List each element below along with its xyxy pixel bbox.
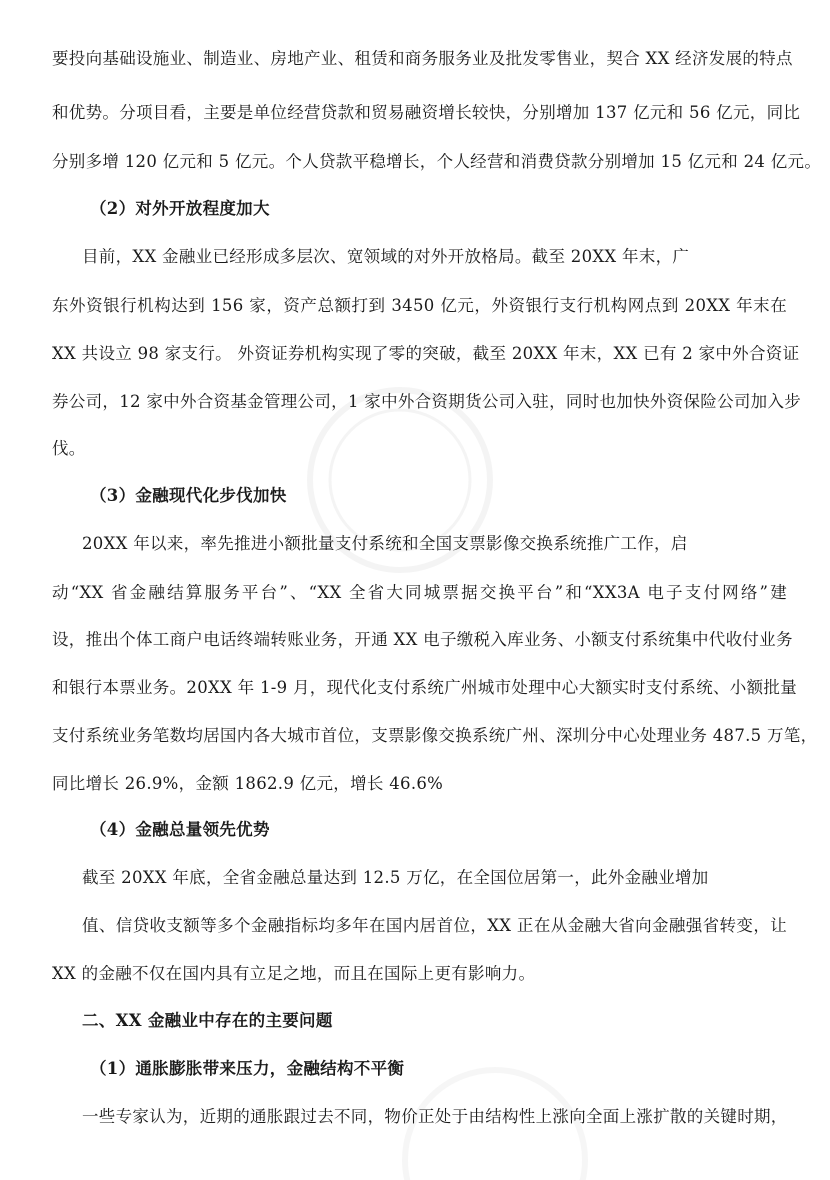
paragraph-line: 目前，XX 金融业已经形成多层次、宽领域的对外开放格局。截至 20XX 年末，广 xyxy=(82,247,690,266)
paragraph-line: 动“XX 省金融结算服务平台”、“XX 全省大同城票据交换平台”和“XX3A 电子支付网络”建 xyxy=(52,583,787,602)
paragraph-line: 伐。 xyxy=(52,439,86,458)
paragraph-line: XX 共设立 98 家支行。 外资证券机构实现了零的突破，截至 20XX 年末，XX 已有 2 家中外合资证 xyxy=(52,344,800,363)
paragraph-line: 要投向基础设施业、制造业、房地产业、租赁和商务服务业及批发零售业，契合 XX 经济发展的特点 xyxy=(52,49,793,68)
paragraph-line: 值、信贷收支额等多个金融指标均多年在国内居首位，XX 正在从金融大省向金融强省转变，让 xyxy=(82,916,787,935)
paragraph-line: 设，推出个体工商户电话终端转账业务，开通 XX 电子缴税入库业务、小额支付系统集中代收付业务 xyxy=(52,630,793,649)
section-heading: （4）金融总量领先优势 xyxy=(90,820,270,839)
paragraph-line: 分别多增 120 亿元和 5 亿元。个人贷款平稳增长，个人经营和消费贷款分别增加 15 亿元和 24 亿元。 xyxy=(52,152,822,171)
section-heading: （1）通胀膨胀带来压力，金融结构不平衡 xyxy=(90,1059,405,1078)
paragraph-line: 截至 20XX 年底，全省金融总量达到 12.5 万亿，在全国位居第一，此外金融业增加 xyxy=(82,868,709,887)
paragraph-line: 20XX 年以来，率先推进小额批量支付系统和全国支票影像交换系统推广工作，启 xyxy=(82,534,688,553)
paragraph-line: 券公司，12 家中外合资基金管理公司，1 家中外合资期货公司入驻，同时也加快外资保险公司加入步 xyxy=(52,392,802,411)
paragraph-line: 东外资银行机构达到 156 家，资产总额打到 3450 亿元，外资银行支行机构网点到 20XX 年末在 xyxy=(52,296,787,315)
paragraph-line: 和优势。分项目看，主要是单位经营贷款和贸易融资增长较快，分别增加 137 亿元和 56 亿元，同比 xyxy=(52,103,801,122)
paragraph-line: 和银行本票业务。20XX 年 1-9 月，现代化支付系统广州城市处理中心大额实时支付系统、小额批量 xyxy=(52,678,797,697)
paragraph-line: 同比增长 26.9%，金额 1862.9 亿元，增长 46.6% xyxy=(52,774,444,793)
paragraph-line: 一些专家认为，近期的通胀跟过去不同，物价正处于由结构性上涨向全面上涨扩散的关键时期， xyxy=(82,1107,788,1126)
section-heading: （3）金融现代化步伐加快 xyxy=(90,486,287,505)
section-heading: （2）对外开放程度加大 xyxy=(90,199,270,218)
paragraph-line: 支付系统业务笔数均居国内各大城市首位，支票影像交换系统广州、深圳分中心处理业务 487.5 万笔， xyxy=(52,726,818,745)
chapter-heading: 二、XX 金融业中存在的主要问题 xyxy=(82,1011,333,1030)
paragraph-line: XX 的金融不仅在国内具有立足之地，而且在国际上更有影响力。 xyxy=(52,964,536,983)
